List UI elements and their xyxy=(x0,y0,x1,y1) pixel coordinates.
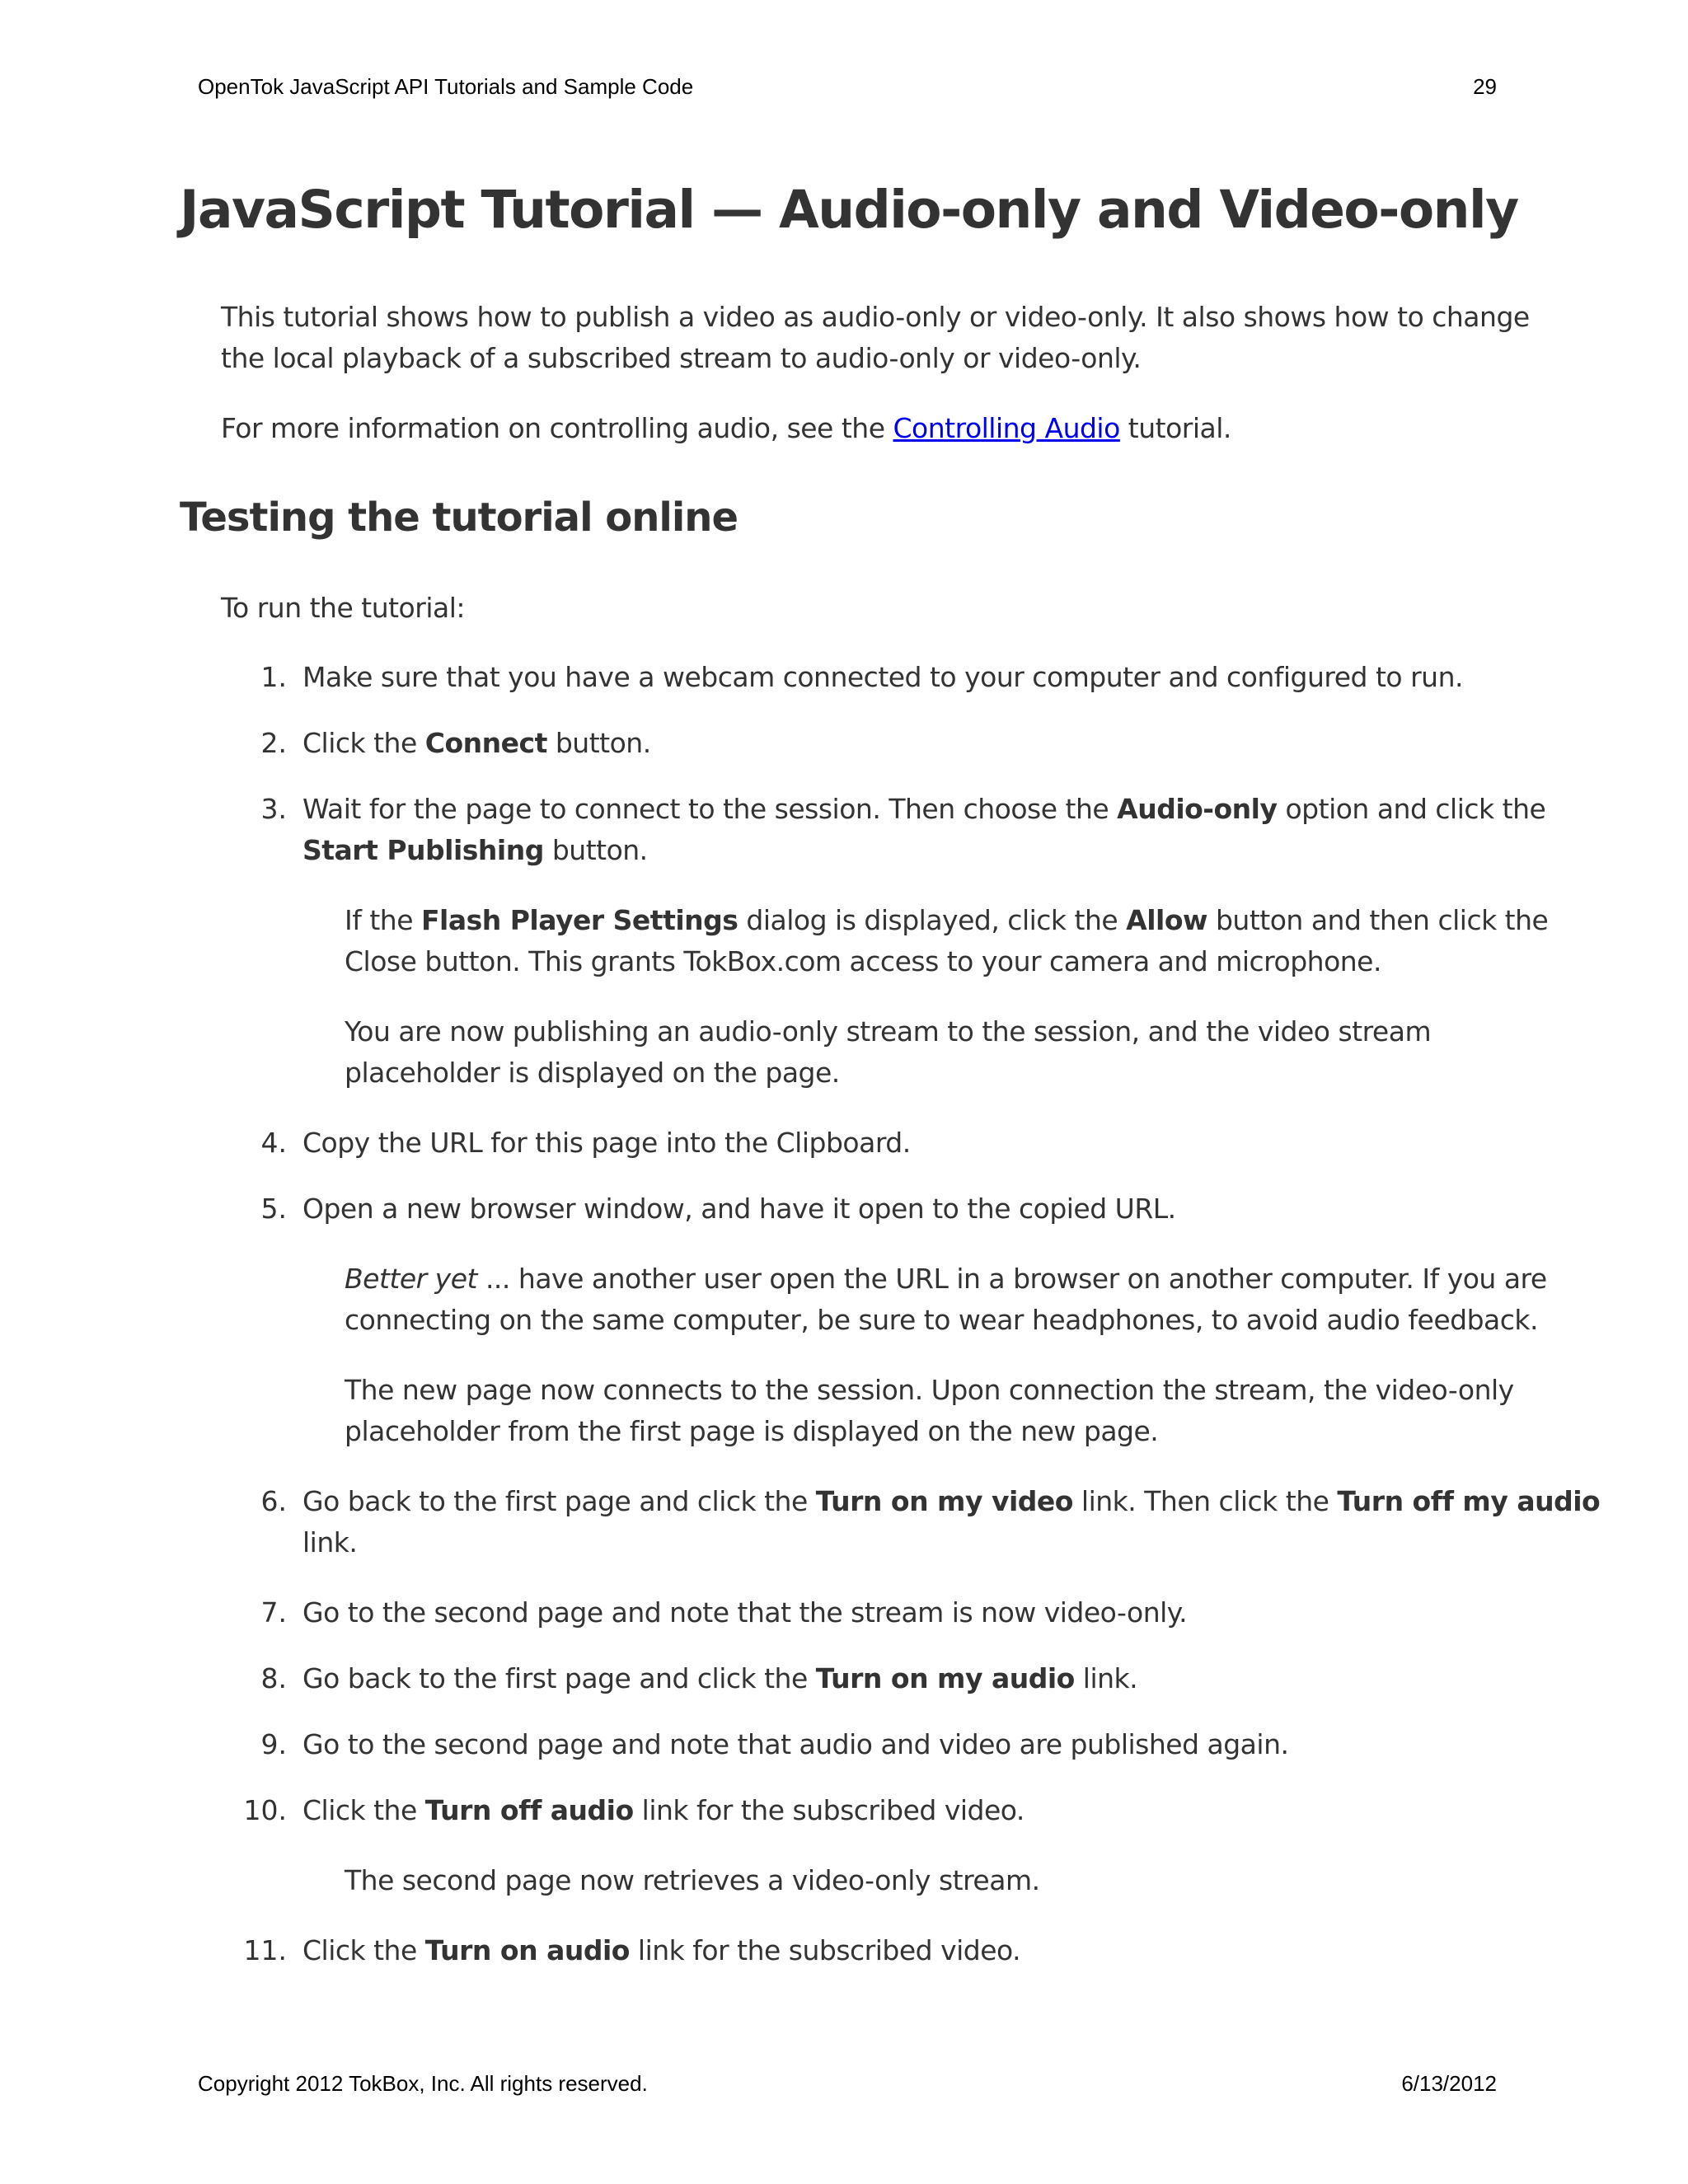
step-text-part: Click the xyxy=(302,1934,425,1966)
ui-term: Turn off audio xyxy=(424,1794,634,1826)
header-title: OpenTok JavaScript API Tutorials and Sample Code xyxy=(198,74,694,99)
step-text xyxy=(302,1658,1137,1699)
ui-term: Audio-only xyxy=(1117,793,1278,825)
step-number: 2. xyxy=(260,727,287,759)
step-text xyxy=(302,789,1545,830)
intro-paragraph-line: This tutorial shows how to publish a video as audio-only or video-only. It also shows how to change xyxy=(221,301,1530,333)
note-text-part: button and then click the xyxy=(1207,904,1549,936)
page-title: JavaScript Tutorial — Audio-only and Video-only xyxy=(180,180,1518,240)
more-info-text: tutorial. xyxy=(1119,412,1231,444)
page-number: 29 xyxy=(1473,74,1497,99)
step-number: 6. xyxy=(260,1485,287,1517)
running-header xyxy=(198,74,1497,100)
step-text: link. xyxy=(302,1526,358,1558)
step-note: connecting on the same computer, be sure to wear headphones, to avoid audio feedback. xyxy=(345,1304,1538,1336)
step-note xyxy=(345,900,1548,941)
section-lead: To run the tutorial: xyxy=(221,592,465,624)
ui-term: Turn on audio xyxy=(424,1934,630,1966)
step-text-part: link. xyxy=(1074,1662,1138,1694)
step-text-part: Go back to the first page and click the xyxy=(302,1485,816,1517)
step-note: The new page now connects to the session. Upon connection the stream, the video-only xyxy=(345,1374,1514,1406)
step-text-part: button. xyxy=(546,727,651,759)
note-text-part: If the xyxy=(345,904,421,936)
note-text-part: dialog is displayed, click the xyxy=(738,904,1127,936)
step-text: Make sure that you have a webcam connected to your computer and configured to run. xyxy=(302,661,1464,693)
ui-term: Connect xyxy=(424,727,547,759)
step-number: 11. xyxy=(243,1934,287,1966)
running-footer xyxy=(198,2071,1497,2097)
step-text: Go to the second page and note that audio and video are published again. xyxy=(302,1728,1289,1760)
intro-more-info xyxy=(221,408,1231,449)
step-number: 3. xyxy=(260,793,287,825)
step-text-part: Wait for the page to connect to the session. Then choose the xyxy=(302,793,1118,825)
step-text xyxy=(302,1481,1600,1522)
step-text-part: Click the xyxy=(302,727,425,759)
step-text-part: link. Then click the xyxy=(1072,1485,1338,1517)
copyright-notice: Copyright 2012 TokBox, Inc. All rights reserved. xyxy=(198,2071,648,2096)
section-title: Testing the tutorial online xyxy=(180,494,738,541)
note-text-part: ... have another user open the URL in a browser on another computer. If you are xyxy=(476,1263,1547,1295)
step-text xyxy=(302,1790,1025,1831)
ui-term: Flash Player Settings xyxy=(421,904,738,936)
ui-term: Turn off my audio xyxy=(1337,1485,1601,1517)
ui-term: Allow xyxy=(1126,904,1207,936)
step-text xyxy=(302,1930,1020,1971)
step-note: Close button. This grants TokBox.com access to your camera and microphone. xyxy=(345,945,1381,977)
step-number: 7. xyxy=(260,1596,287,1629)
ui-term: Turn on my video xyxy=(815,1485,1073,1517)
ui-term: Start Publishing xyxy=(302,834,544,866)
step-text: Go to the second page and note that the stream is now video-only. xyxy=(302,1596,1188,1629)
step-text xyxy=(302,830,648,871)
step-text-part: link for the subscribed video. xyxy=(629,1934,1021,1966)
ui-term: Turn on my audio xyxy=(815,1662,1075,1694)
step-note: placeholder is displayed on the page. xyxy=(345,1057,840,1089)
step-text-part: button. xyxy=(543,834,648,866)
step-text-part: Click the xyxy=(302,1794,425,1826)
step-number: 10. xyxy=(243,1794,287,1826)
step-text: Open a new browser window, and have it open to the copied URL. xyxy=(302,1193,1176,1225)
step-note xyxy=(345,1258,1547,1300)
step-note: placeholder from the first page is displayed on the new page. xyxy=(345,1415,1159,1447)
step-text-part: Go back to the first page and click the xyxy=(302,1662,816,1694)
step-text-part: option and click the xyxy=(1277,793,1546,825)
document-date: 6/13/2012 xyxy=(1401,2071,1497,2096)
step-note: The second page now retrieves a video-only stream. xyxy=(345,1864,1040,1896)
step-text: Copy the URL for this page into the Clipboard. xyxy=(302,1127,911,1159)
step-number: 4. xyxy=(260,1127,287,1159)
step-number: 9. xyxy=(260,1728,287,1760)
controlling-audio-link[interactable]: Controlling Audio xyxy=(893,412,1120,444)
step-text xyxy=(302,723,651,764)
step-number: 8. xyxy=(260,1662,287,1694)
emphasis: Better yet xyxy=(345,1263,477,1295)
step-number: 1. xyxy=(260,661,287,693)
intro-paragraph-line: the local playback of a subscribed stream to audio-only or video-only. xyxy=(221,342,1142,374)
step-note: You are now publishing an audio-only stream to the session, and the video stream xyxy=(345,1015,1432,1047)
more-info-text: For more information on controlling audio, see the xyxy=(221,412,893,444)
step-text-part: link for the subscribed video. xyxy=(633,1794,1025,1826)
step-number: 5. xyxy=(260,1193,287,1225)
